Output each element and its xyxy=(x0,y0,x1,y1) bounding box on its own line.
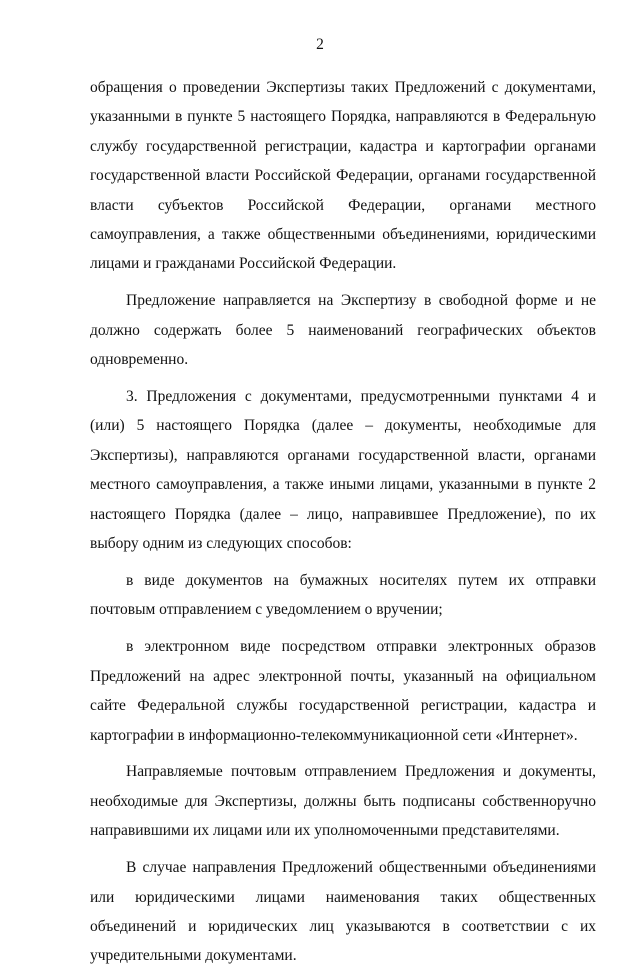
paragraph-free-form: Предложение направляется на Экспертизу в свободной форме и не должно содержать более 5 наименований географических объектов одновременно. xyxy=(90,292,596,369)
page-number: 2 xyxy=(316,36,324,53)
paragraph-continuation: обращения о проведении Экспертизы таких Предложений с документами, указанными в пункте 5 настоящего Порядка, направляются в Федеральную службу государственной регистрации, кадастра и картографии органами государственной власти Российской Федерации, органами государственной власти субъектов Российской Федерации, органами местного самоуправления, а также общественными объединениями, юридическими лицами и гражданами Российской Федерации. xyxy=(90,79,596,273)
paragraph-paper-method: в виде документов на бумажных носителях путем их отправки почтовым отправлением с уведомлением о вручении; xyxy=(90,572,596,619)
paragraph-electronic-method: в электронном виде посредством отправки электронных образов Предложений на адрес электронной почты, указанный на официальном сайте Федеральной службы государственной регистрации, кадастра и картографии в информационно-телекоммуникационной сети «Интернет». xyxy=(90,638,596,744)
paragraph-signature-requirement: Направляемые почтовым отправлением Предложения и документы, необходимые для Экспертизы, должны быть подписаны собственноручно направившими их лицами или их уполномоченными представителями. xyxy=(90,763,596,840)
document-body xyxy=(90,73,596,978)
paragraph-item-3: 3. Предложения с документами, предусмотренными пунктами 4 и (или) 5 настоящего Порядка (далее – документы, необходимые для Экспертизы), направляются органами государственной власти, органами местного самоуправления, а также иными лицами, указанными в пункте 2 настоящего Порядка (далее – лицо, направившее Предложение), по их выбору одним из следующих способов: xyxy=(90,388,596,553)
paragraph-legal-entities: В случае направления Предложений общественными объединениями или юридическими лицами наименования таких общественных объединений и юридических лиц указываются в соответствии с их учредительными документами. xyxy=(90,859,596,965)
